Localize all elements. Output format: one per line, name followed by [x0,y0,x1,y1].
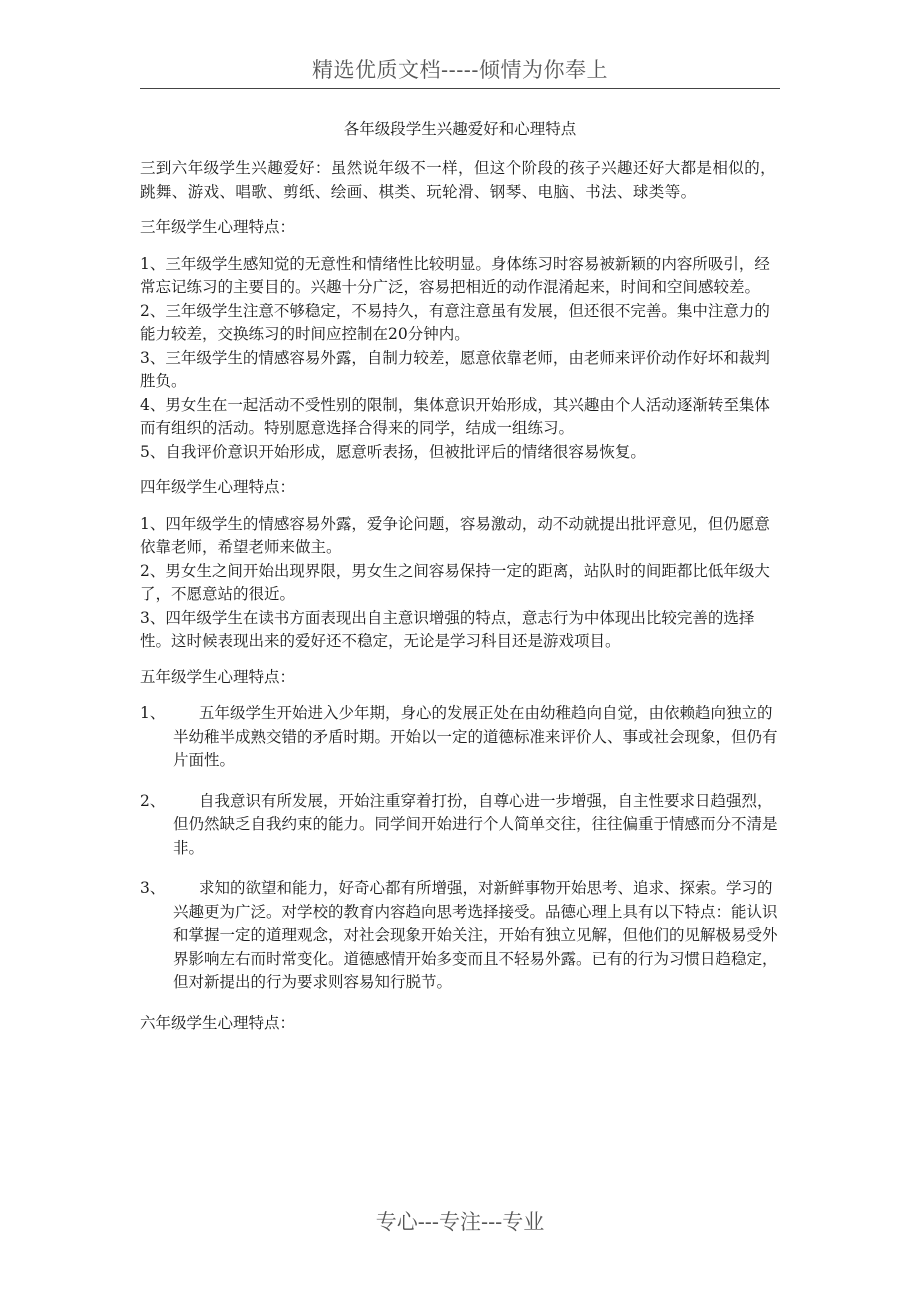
grade3-item: 3、三年级学生的情感容易外露，自制力较差，愿意依靠老师，由老师来评价动作好坏和裁判胜负。 [140,348,770,390]
grade5-heading: 五年级学生心理特点： [140,667,296,686]
grade3-item: 5、自我评价意识开始形成，愿意听表扬，但被批评后的情绪很容易恢复。 [140,442,646,461]
list-number: 3、 [140,879,166,897]
grade3-item: 1、三年级学生感知觉的无意性和情绪性比较明显。身体练习时容易被新颖的内容所吸引，经常忘记练习的主要目的。兴趣十分广泛，容易把相近的动作混淆起来，时间和空间感较差。 [140,254,770,296]
intro-paragraph: 三到六年级学生兴趣爱好：虽然说年级不一样，但这个阶段的孩子兴趣还好大都是相似的，跳舞、游戏、唱歌、剪纸、绘画、棋类、玩轮滑、钢琴、电脑、书法、球类等。 [140,159,777,201]
grade3-item: 2、三年级学生注意不够稳定，不易持久，有意注意虽有发展，但还很不完善。集中注意力的能力较差，交换练习的时间应控制在20分钟内。 [140,301,770,343]
document-title: 各年级段学生兴趣爱好和心理特点 [343,120,577,138]
grade3-heading: 三年级学生心理特点： [140,218,296,236]
page-header: 精选优质文档-----倾情为你奉上 [312,58,608,82]
header-divider [140,88,780,89]
grade5-item [140,790,780,861]
list-number: 2、 [140,791,166,810]
grade6-heading: 六年级学生心理特点： [140,1013,296,1032]
list-text: 求知的欲望和能力，好奇心都有所增强，对新鲜事物开始思考、追求、探索。学习的兴趣更为广泛。对学校的教育内容趋向思考选择接受。品德心理上具有以下特点：能认识和掌握一定的道理观念，对社会现象开始关注，开始有独立见解，但他们的见解极易受外界影响左右而时常变化。道德感情开始多变而且不轻易外露。已有的行为习惯日趋稳定，但对新提出的行为要求则容易知行脱节。 [173,879,778,991]
grade3-item: 4、男女生在一起活动不受性别的限制，集体意识开始形成，其兴趣由个人活动逐渐转至集体而有组织的活动。特别愿意选择合得来的同学，结成一组练习。 [140,395,770,437]
grade5-item [140,702,780,773]
page-footer: 专心---专注---专业 [375,1210,545,1234]
grade5-item [140,877,780,995]
list-text: 五年级学生开始进入少年期，身心的发展正处在由幼稚趋向自觉，由依赖趋向独立的半幼稚半成熟交错的矛盾时期。开始以一定的道德标准来评价人、事或社会现象，但仍有片面性。 [173,704,778,769]
grade4-item: 1、四年级学生的情感容易外露，爱争论问题，容易激动，动不动就提出批评意见，但仍愿意依靠老师，希望老师来做主。 [140,514,770,556]
grade5-list [140,702,780,995]
grade4-item: 3、四年级学生在读书方面表现出自主意识增强的特点，意志行为中体现出比较完善的选择性。这时候表现出来的爱好还不稳定，无论是学习科目还是游戏项目。 [140,608,755,650]
list-text: 自我意识有所发展，开始注重穿着打扮，自尊心进一步增强，自主性要求日趋强烈，但仍然缺乏自我约束的能力。同学间开始进行个人简单交往，往往偏重于情感而分不清是非。 [173,791,778,857]
grade4-heading: 四年级学生心理特点： [140,478,296,496]
grade4-item: 2、男女生之间开始出现界限，男女生之间容易保持一定的距离，站队时的间距都比低年级大了，不愿意站的很近。 [140,561,770,603]
list-number: 1、 [140,704,166,722]
document-body [140,157,780,1048]
